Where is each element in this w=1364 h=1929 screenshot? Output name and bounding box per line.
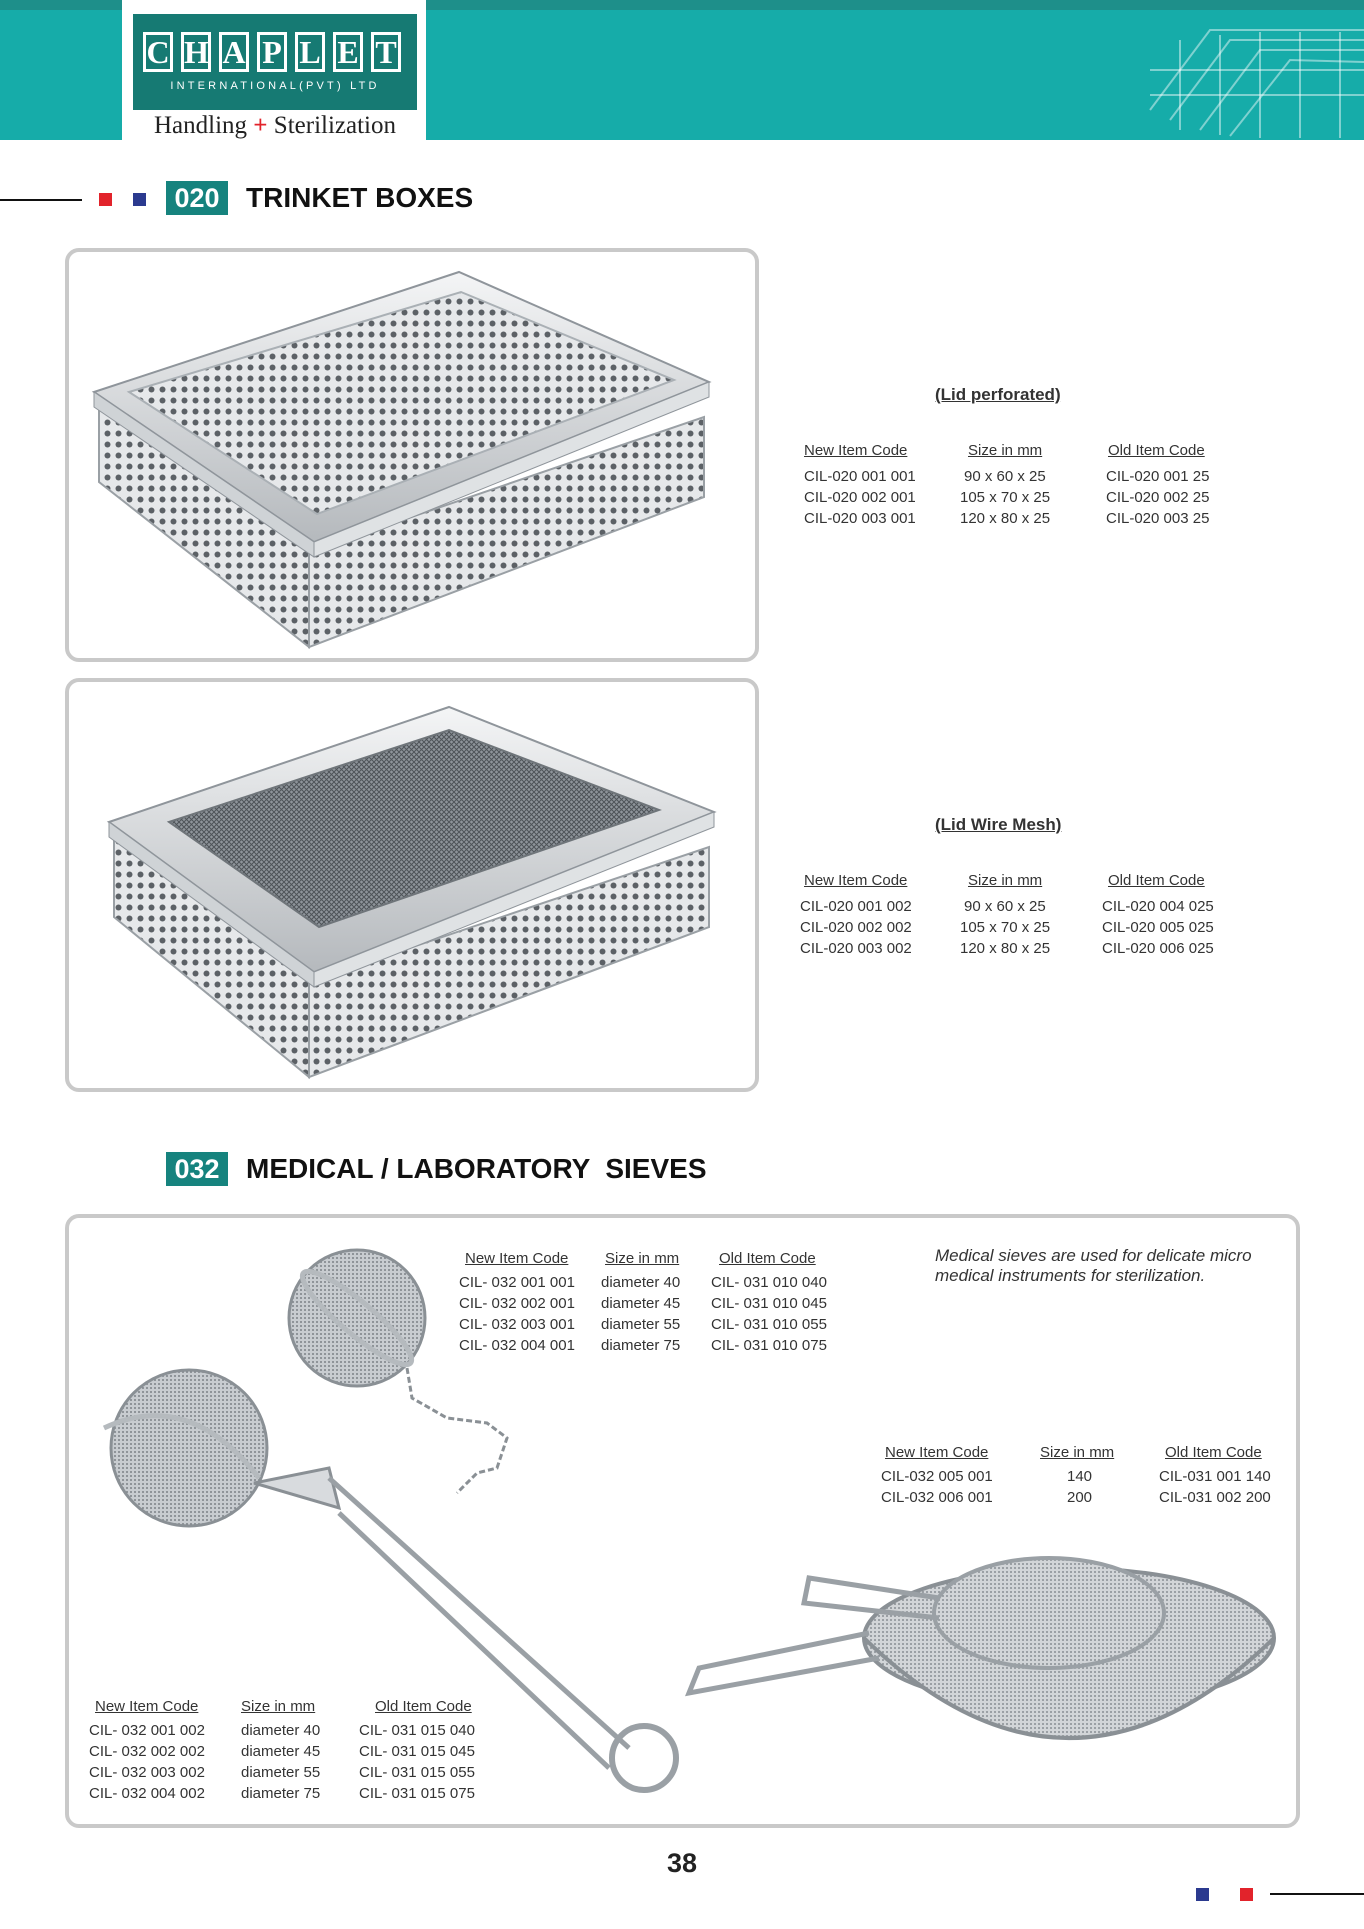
page-number: 38	[666, 1848, 698, 1878]
table-cell: CIL-020 001 25	[1106, 468, 1210, 485]
logo-letter: P	[257, 32, 287, 72]
table-cell: diameter 75	[241, 1785, 321, 1802]
table-cell: CIL-020 002 002	[800, 919, 912, 936]
table-cell: CIL- 031 010 045	[711, 1295, 827, 1312]
table-cell: diameter 40	[241, 1722, 321, 1739]
table-cell: CIL- 031 010 075	[711, 1337, 827, 1354]
tagline	[133, 112, 417, 140]
table-cell: CIL- 032 001 001	[459, 1274, 575, 1291]
product-image-frame	[65, 678, 759, 1092]
logo-subtitle: INTERNATIONAL(PVT) LTD	[170, 80, 380, 92]
column-header: Size in mm	[1040, 1444, 1115, 1461]
table-cell: CIL- 031 010 040	[711, 1274, 827, 1291]
table-cell: diameter 45	[601, 1295, 681, 1312]
red-cross-icon: +	[253, 112, 268, 139]
table-cell: CIL- 031 015 055	[359, 1764, 475, 1781]
table-cell: 105 x 70 x 25	[960, 919, 1051, 936]
table-cell: CIL-020 003 25	[1106, 510, 1210, 527]
column-header: New Item Code	[804, 442, 908, 459]
column-header: Size in mm	[968, 872, 1043, 889]
table-cell: 120 x 80 x 25	[960, 940, 1051, 957]
table-cell: CIL- 032 004 001	[459, 1337, 575, 1354]
navy-square-icon	[1196, 1888, 1209, 1901]
navy-square-icon	[133, 193, 146, 206]
section-rule	[0, 199, 82, 201]
section-title: TRINKET BOXES	[246, 182, 474, 213]
column-header: Old Item Code	[1108, 872, 1205, 889]
column-header: Size in mm	[968, 442, 1043, 459]
table-cell: CIL-020 001 001	[804, 468, 916, 485]
table-cell: CIL-020 005 025	[1102, 919, 1214, 936]
column-header: New Item Code	[95, 1698, 199, 1715]
column-header: Old Item Code	[1108, 442, 1205, 459]
table-cell: 140	[1067, 1468, 1093, 1485]
tagline-right: Sterilization	[273, 112, 396, 139]
sieves-table-a	[459, 1250, 827, 1370]
table-cell: CIL- 032 003 002	[89, 1764, 205, 1781]
perforated-specs-table	[790, 380, 1270, 540]
table-subtitle: (Lid Wire Mesh)	[935, 815, 1062, 834]
table-cell: CIL- 032 004 002	[89, 1785, 205, 1802]
table-cell: CIL-031 001 140	[1159, 1468, 1271, 1485]
table-cell: diameter 75	[601, 1337, 681, 1354]
table-cell: CIL- 032 002 002	[89, 1743, 205, 1760]
table-cell: 200	[1067, 1489, 1093, 1506]
table-cell: CIL- 031 015 040	[359, 1722, 475, 1739]
table-cell: CIL- 032 001 002	[89, 1722, 205, 1739]
logo-letter: C	[143, 32, 173, 72]
column-header: New Item Code	[465, 1250, 569, 1267]
column-header: New Item Code	[885, 1444, 989, 1461]
sieves-table-b	[877, 1444, 1277, 1524]
table-cell: CIL-020 002 25	[1106, 489, 1210, 506]
table-cell: CIL-020 002 001	[804, 489, 916, 506]
product-image-frame	[65, 248, 759, 662]
table-cell: CIL-020 006 025	[1102, 940, 1214, 957]
sieves-description: Medical sieves are used for delicate micro medical instruments for sterilization.	[935, 1246, 1252, 1285]
table-cell: CIL-020 003 001	[804, 510, 916, 527]
table-cell: diameter 55	[241, 1764, 321, 1781]
column-header: Old Item Code	[375, 1698, 472, 1715]
column-header: Old Item Code	[1165, 1444, 1262, 1461]
sieves-table-c	[89, 1698, 509, 1818]
table-cell: diameter 40	[601, 1274, 681, 1291]
section-number: 020	[166, 181, 228, 215]
logo-letter: L	[295, 32, 325, 72]
column-header: Size in mm	[241, 1698, 316, 1715]
table-cell: CIL-032 006 001	[881, 1489, 993, 1506]
wire-mesh-trinket-box-image	[69, 682, 755, 1088]
column-header: New Item Code	[804, 872, 908, 889]
table-cell: CIL- 032 002 001	[459, 1295, 575, 1312]
logo-letter: T	[371, 32, 401, 72]
red-square-icon	[1240, 1888, 1253, 1901]
kitchen-strainer-image	[669, 1518, 1289, 1808]
company-logo	[133, 14, 417, 110]
table-cell: diameter 55	[601, 1316, 681, 1333]
table-cell: CIL- 032 003 001	[459, 1316, 575, 1333]
sieves-frame	[65, 1214, 1300, 1828]
section-title: MEDICAL / LABORATORY SIEVES	[246, 1153, 707, 1184]
table-cell: CIL- 031 010 055	[711, 1316, 827, 1333]
column-header: Size in mm	[605, 1250, 680, 1267]
tagline-left: Handling	[154, 112, 248, 139]
table-cell: 90 x 60 x 25	[964, 468, 1046, 485]
table-cell: CIL-020 001 002	[800, 898, 912, 915]
section-number: 032	[166, 1152, 228, 1186]
table-cell: 90 x 60 x 25	[964, 898, 1046, 915]
table-cell: 105 x 70 x 25	[960, 489, 1051, 506]
table-cell: CIL- 031 015 045	[359, 1743, 475, 1760]
logo-letter: A	[219, 32, 249, 72]
wire-mesh-specs-table	[790, 810, 1270, 970]
wire-basket-graphic	[1140, 10, 1364, 140]
table-cell: diameter 45	[241, 1743, 321, 1760]
logo-letter: H	[181, 32, 211, 72]
table-cell: CIL-032 005 001	[881, 1468, 993, 1485]
perforated-trinket-box-image	[69, 252, 755, 658]
logo-letter: E	[333, 32, 363, 72]
footer-rule	[1270, 1893, 1364, 1895]
table-cell: CIL- 031 015 075	[359, 1785, 475, 1802]
table-cell: CIL-031 002 200	[1159, 1489, 1271, 1506]
table-cell: 120 x 80 x 25	[960, 510, 1051, 527]
red-square-icon	[99, 193, 112, 206]
table-cell: CIL-020 004 025	[1102, 898, 1214, 915]
column-header: Old Item Code	[719, 1250, 816, 1267]
table-subtitle: (Lid perforated)	[935, 385, 1061, 404]
table-cell: CIL-020 003 002	[800, 940, 912, 957]
